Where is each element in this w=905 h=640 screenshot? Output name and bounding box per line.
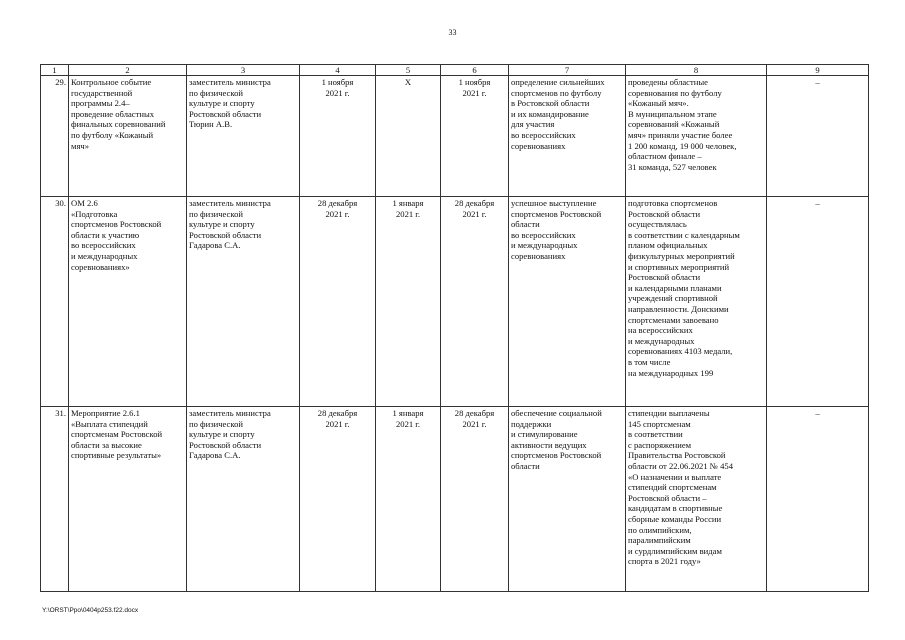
page-number: 33 [448,28,457,37]
event-name: Мероприятие 2.6.1 «Выплата стипендий спортсменам Ростовской области за высокие спортивные результаты» [69,407,187,592]
header-cell: 2 [69,65,187,76]
header-cell: 8 [626,65,767,76]
problems: – [767,76,869,197]
plan-date: 28 декабря 2021 г. [300,407,376,592]
end-date: 1 ноября 2021 г. [441,76,509,197]
expected-result: обеспечение социальной поддержки и стимулирование активности ведущих спортсменов Ростовской области [509,407,626,592]
header-cell: 4 [300,65,376,76]
problems: – [767,407,869,592]
event-name: ОМ 2.6 «Подготовка спортсменов Ростовской области к участию во всероссийских и международных соревнованиях» [69,197,187,407]
row-number: 30. [41,197,69,407]
table-row [41,407,869,592]
header-cell: 3 [187,65,300,76]
end-date: 28 декабря 2021 г. [441,407,509,592]
responsible-person: заместитель министра по физической культуре и спорту Ростовской области Тюрин А.В. [187,76,300,197]
row-number: 31. [41,407,69,592]
header-cell: 9 [767,65,869,76]
end-date: 28 декабря 2021 г. [441,197,509,407]
start-date: 1 января 2021 г. [376,407,441,592]
expected-result: успешное выступление спортсменов Ростовской области во всероссийских и международных соревнованиях [509,197,626,407]
actual-result: проведены областные соревнования по футболу «Кожаный мяч». В муниципальном этапе соревнований «Кожаный мяч» приняли участие более 1 200 команд, 19 000 человек, областном финале – 31 команда, 527 человек [626,76,767,197]
header-cell: 1 [41,65,69,76]
table-row [41,197,869,407]
actual-result: подготовка спортсменов Ростовской области осуществлялась в соответствии с календарным планом официальных физкультурных мероприятий и спортивных мероприятий Ростовской области и календарными планами учреждений спортивной направленности. Донскими спортсменами завоевано на всероссийских и международных соревнованиях 4103 медали, в том числе на международных 199 [626,197,767,407]
report-table [40,64,869,592]
expected-result: определение сильнейших спортсменов по футболу в Ростовской области и их командирование для участия во всероссийских соревнованиях [509,76,626,197]
event-name: Контрольное событие государственной программы 2.4– проведение областных финальных соревнований по футболу «Кожаный мяч» [69,76,187,197]
row-number: 29. [41,76,69,197]
header-cell: 6 [441,65,509,76]
start-date: 1 января 2021 г. [376,197,441,407]
plan-date: 28 декабря 2021 г. [300,197,376,407]
problems: – [767,197,869,407]
plan-date: 1 ноября 2021 г. [300,76,376,197]
responsible-person: заместитель министра по физической культуре и спорту Ростовской области Гадарова С.А. [187,407,300,592]
responsible-person: заместитель министра по физической культуре и спорту Ростовской области Гадарова С.А. [187,197,300,407]
header-cell: 5 [376,65,441,76]
header-cell: 7 [509,65,626,76]
start-date: Х [376,76,441,197]
table-row [41,76,869,197]
header-row [41,65,869,76]
file-path-footer: Y:\ORST\Ppo\0404p253.f22.docx [42,607,139,614]
actual-result: стипендии выплачены 145 спортсменам в соответствии с распоряжением Правительства Ростовской области от 22.06.2021 № 454 «О назначении и выплате стипендий спортсменам Ростовской области – кандидатам в спортивные сборные команды России по олимпийским, паралимпийским и сурдлимпийским видам спорта в 2021 году» [626,407,767,592]
